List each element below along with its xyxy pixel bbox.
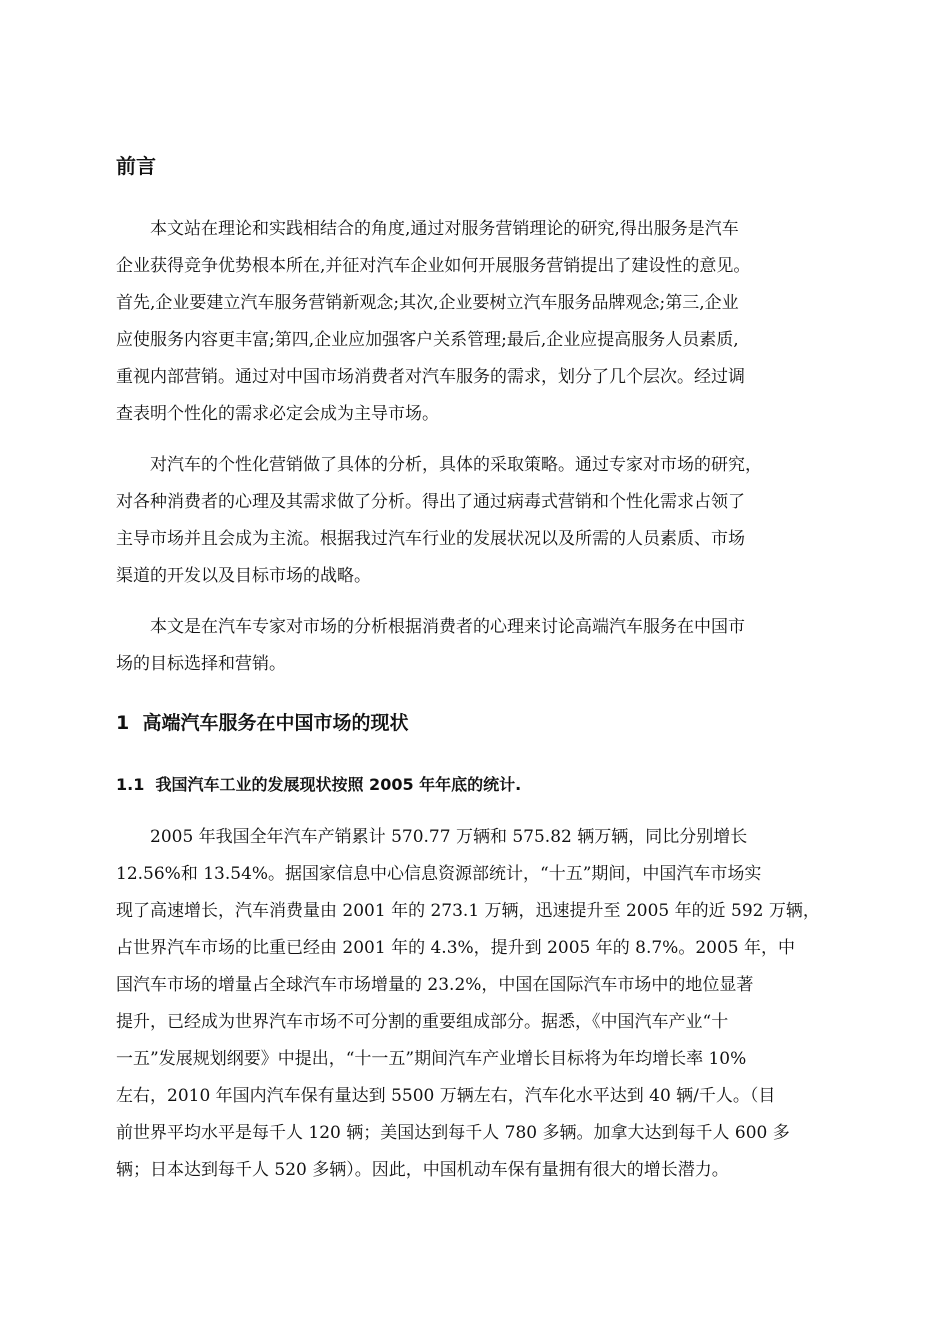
- paragraph-line: 查表明个性化的需求必定会成为主导市场。: [116, 404, 439, 424]
- paragraph-line: 应使服务内容更丰富;第四,企业应加强客户关系管理;最后,企业应提高服务人员素质,: [116, 330, 739, 350]
- paragraph-line: 左右，2010 年国内汽车保有量达到 5500 万辆左右，汽车化水平达到 40 辆/千人。（目: [116, 1086, 776, 1106]
- paragraph-line: 渠道的开发以及目标市场的战略。: [116, 566, 371, 586]
- paragraph-line: 主导市场并且会成为主流。根据我过汽车行业的发展状况以及所需的人员素质、市场: [116, 529, 745, 549]
- paragraph-line: 2005 年我国全年汽车产销累计 570.77 万辆和 575.82 辆万辆，同比分别增长: [150, 827, 748, 847]
- paragraph-line: 占世界汽车市场的比重已经由 2001 年的 4.3%，提升到 2005 年的 8.7%。2005 年，中: [116, 938, 795, 958]
- paragraph-line: 提升，已经成为世界汽车市场不可分割的重要组成部分。据悉，《中国汽车产业“十: [116, 1012, 729, 1032]
- paragraph-line: 场的目标选择和营销。: [116, 654, 286, 674]
- paragraph-line: 辆；日本达到每千人 520 多辆）。因此，中国机动车保有量拥有很大的增长潜力。: [116, 1160, 729, 1180]
- section-1-title: 1 高端汽车服务在中国市场的现状: [116, 712, 409, 734]
- paragraph-line: 本文站在理论和实践相结合的角度,通过对服务营销理论的研究,得出服务是汽车: [150, 219, 739, 239]
- preface-title: 前言: [116, 154, 156, 178]
- paragraph-line: 重视内部营销。通过对中国市场消费者对汽车服务的需求，划分了几个层次。经过调: [116, 367, 745, 387]
- paragraph-line: 首先,企业要建立汽车服务营销新观念;其次,企业要树立汽车服务品牌观念;第三,企业: [116, 293, 739, 313]
- subsection-1-1-title: 1.1 我国汽车工业的发展现状按照 2005 年年底的统计.: [116, 775, 522, 794]
- paragraph-line: 现了高速增长，汽车消费量由 2001 年的 273.1 万辆，迅速提升至 2005 年的近 592 万辆，: [116, 901, 820, 921]
- paragraph-line: 国汽车市场的增量占全球汽车市场增量的 23.2%，中国在国际汽车市场中的地位显著: [116, 975, 754, 995]
- paragraph-line: 对汽车的个性化营销做了具体的分析，具体的采取策略。通过专家对市场的研究，: [150, 455, 762, 475]
- paragraph-line: 12.56%和 13.54%。据国家信息中心信息资源部统计，“十五”期间，中国汽车市场实: [116, 864, 762, 884]
- paragraph-line: 前世界平均水平是每千人 120 辆；美国达到每千人 780 多辆。加拿大达到每千人 600 多: [116, 1123, 790, 1143]
- paragraph-line: 本文是在汽车专家对市场的分析根据消费者的心理来讨论高端汽车服务在中国市: [150, 617, 745, 637]
- paragraph-line: 对各种消费者的心理及其需求做了分析。得出了通过病毒式营销和个性化需求占领了: [116, 492, 745, 512]
- paragraph-line: 企业获得竞争优势根本所在,并征对汽车企业如何开展服务营销提出了建设性的意见。: [116, 256, 751, 276]
- paragraph-line: 一五”发展规划纲要》中提出，“十一五”期间汽车产业增长目标将为年均增长率 10%: [116, 1049, 747, 1069]
